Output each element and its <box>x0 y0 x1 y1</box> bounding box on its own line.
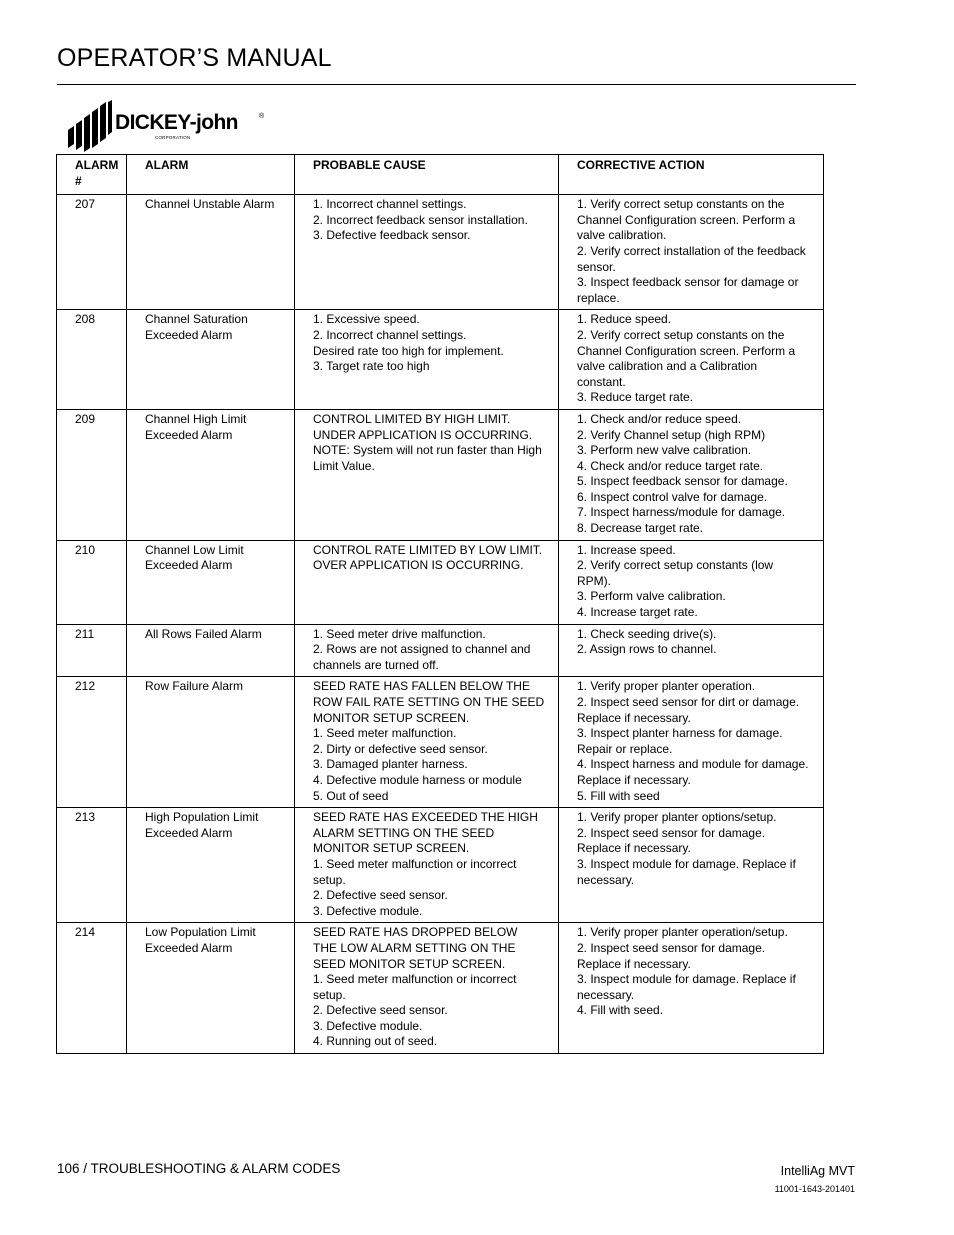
corrective-action-line: valve calibration. <box>577 228 667 243</box>
alarm-name-line: Row Failure Alarm <box>145 679 244 694</box>
corrective-action-line: 4. Increase target rate. <box>577 605 698 620</box>
alarm-name-cell <box>127 195 295 310</box>
alarm-name-line: Exceeded Alarm <box>145 825 233 840</box>
probable-cause-line: 1. Incorrect channel settings. <box>313 197 467 212</box>
corrective-action-line: Channel Configuration screen. Perform a <box>577 212 796 227</box>
probable-cause-line: 2. Rows are not assigned to channel and <box>313 642 531 657</box>
probable-cause-line: 3. Defective feedback sensor. <box>313 228 471 243</box>
alarm-name-cell <box>127 310 295 410</box>
alarm-name-line: Channel Saturation <box>145 312 248 327</box>
corrective-action-line: 1. Increase speed. <box>577 542 676 557</box>
probable-cause-cell <box>295 310 559 410</box>
alarm-name-line: Exceeded Alarm <box>145 327 233 342</box>
corrective-action-cell <box>559 195 824 310</box>
alarm-name-cell <box>127 923 295 1054</box>
table-row <box>57 677 824 808</box>
corrective-action-cell <box>559 409 824 540</box>
probable-cause-cell <box>295 808 559 923</box>
table-row <box>57 195 824 310</box>
alarm-name-cell <box>127 677 295 808</box>
alarm-name-cell <box>127 808 295 923</box>
probable-cause-line: NOTE: System will not run faster than High <box>313 443 542 458</box>
probable-cause-line: UNDER APPLICATION IS OCCURRING. <box>313 427 533 442</box>
corrective-action-line: 3. Inspect module for damage. Replace if <box>577 972 796 987</box>
page-title: OPERATOR’S MANUAL <box>57 44 332 72</box>
table-row <box>57 310 824 410</box>
probable-cause-line: SEED RATE HAS DROPPED BELOW <box>313 925 518 940</box>
header-alarm-number: ALARM # <box>57 155 127 195</box>
corrective-action-line: valve calibration and a Calibration <box>577 359 758 374</box>
probable-cause-line: THE LOW ALARM SETTING ON THE <box>313 940 516 955</box>
probable-cause-cell <box>295 409 559 540</box>
alarm-number-cell: 211 <box>57 624 127 677</box>
probable-cause-line: SEED MONITOR SETUP SCREEN. <box>313 956 506 971</box>
probable-cause-line: MONITOR SETUP SCREEN. <box>313 710 470 725</box>
probable-cause-line: 3. Defective module. <box>313 1018 423 1033</box>
corrective-action-line: 3. Perform valve calibration. <box>577 589 726 604</box>
alarm-number-cell: 209 <box>57 409 127 540</box>
probable-cause-line: 3. Defective module. <box>313 903 423 918</box>
logo-corporation: CORPORATION <box>155 135 191 140</box>
header-rule <box>57 84 856 85</box>
alarm-number-cell: 212 <box>57 677 127 808</box>
corrective-action-line: 2. Inspect seed sensor for damage. <box>577 825 766 840</box>
corrective-action-line: 1. Check and/or reduce speed. <box>577 411 742 426</box>
corrective-action-line: 3. Inspect feedback sensor for damage or <box>577 275 799 290</box>
corrective-action-line: 6. Inspect control valve for damage. <box>577 489 768 504</box>
logo-wordmark: DICKEY-john <box>115 111 238 134</box>
table-row <box>57 923 824 1054</box>
probable-cause-line: 2. Defective seed sensor. <box>313 888 448 903</box>
corrective-action-line: Replace if necessary. <box>577 772 691 787</box>
alarm-name-line: Channel Low Limit <box>145 542 244 557</box>
corrective-action-line: 5. Inspect feedback sensor for damage. <box>577 474 788 489</box>
corrective-action-line: Replace if necessary. <box>577 956 691 971</box>
corrective-action-line: 3. Inspect planter harness for damage. <box>577 726 783 741</box>
probable-cause-line: CONTROL RATE LIMITED BY LOW LIMIT. <box>313 542 543 557</box>
probable-cause-line: SEED RATE HAS EXCEEDED THE HIGH <box>313 810 538 825</box>
probable-cause-line: 4. Running out of seed. <box>313 1034 438 1049</box>
probable-cause-cell <box>295 195 559 310</box>
corrective-action-line: 7. Inspect harness/module for damage. <box>577 505 786 520</box>
corrective-action-cell <box>559 540 824 624</box>
probable-cause-line: setup. <box>313 872 346 887</box>
alarm-name-line: Low Population Limit <box>145 925 256 940</box>
table-body <box>57 195 824 1054</box>
corrective-action-line: necessary. <box>577 987 635 1002</box>
alarm-name-line: Exceeded Alarm <box>145 558 233 573</box>
corrective-action-line: Repair or replace. <box>577 741 673 756</box>
alarm-name-line: Exceeded Alarm <box>145 427 233 442</box>
header-corrective-action: CORRECTIVE ACTION <box>559 155 824 195</box>
probable-cause-line: CONTROL LIMITED BY HIGH LIMIT. <box>313 411 511 426</box>
table-row <box>57 409 824 540</box>
corrective-action-line: 4. Check and/or reduce target rate. <box>577 458 764 473</box>
corrective-action-line: 2. Inspect seed sensor for dirt or damage. <box>577 695 800 709</box>
corrective-action-line: 1. Verify proper planter operation/setup. <box>577 925 788 940</box>
probable-cause-line: 2. Incorrect channel settings. <box>313 327 467 342</box>
probable-cause-line: 1. Seed meter malfunction or incorrect <box>313 856 517 871</box>
table-header-row <box>57 155 824 195</box>
corrective-action-line: 3. Reduce target rate. <box>577 390 694 405</box>
corrective-action-line: Channel Configuration screen. Perform a <box>577 343 796 358</box>
header-probable-cause: PROBABLE CAUSE <box>295 155 559 195</box>
alarm-name-cell <box>127 540 295 624</box>
alarm-name-cell <box>127 624 295 677</box>
corrective-action-line: 2. Verify Channel setup (high RPM) <box>577 427 766 442</box>
alarm-name-cell <box>127 409 295 540</box>
corrective-action-line: 4. Inspect harness and module for damage. <box>577 757 809 772</box>
probable-cause-line: channels are turned off. <box>313 657 439 672</box>
alarm-name-line: Channel High Limit <box>145 411 247 426</box>
corrective-action-line: 2. Verify correct installation of the feedback <box>577 243 806 258</box>
probable-cause-line: 2. Dirty or defective seed sensor. <box>313 741 488 756</box>
alarm-number-cell: 213 <box>57 808 127 923</box>
footer-product-name: IntelliAg MVT <box>780 1164 855 1178</box>
probable-cause-line: 1. Seed meter drive malfunction. <box>313 626 486 641</box>
table-row <box>57 808 824 923</box>
corrective-action-line: 3. Inspect module for damage. Replace if <box>577 856 796 871</box>
corrective-action-line: 2. Verify correct setup constants (low <box>577 558 774 573</box>
probable-cause-line: 1. Seed meter malfunction or incorrect <box>313 972 517 987</box>
alarm-name-line: All Rows Failed Alarm <box>145 626 262 641</box>
corrective-action-line: 1. Verify correct setup constants on the <box>577 197 785 212</box>
corrective-action-line: 1. Verify proper planter options/setup. <box>577 810 777 825</box>
table-row <box>57 624 824 677</box>
probable-cause-cell <box>295 624 559 677</box>
alarm-number-cell: 208 <box>57 310 127 410</box>
corrective-action-line: 1. Verify proper planter operation. <box>577 679 756 694</box>
dickey-john-logo <box>66 100 276 152</box>
probable-cause-line: Desired rate too high for implement. <box>313 343 504 358</box>
alarm-name-line: Channel Unstable Alarm <box>145 197 275 212</box>
corrective-action-line: replace. <box>577 290 620 305</box>
corrective-action-cell <box>559 808 824 923</box>
logo-registered-mark: ® <box>259 113 265 120</box>
corrective-action-line: RPM). <box>577 573 611 588</box>
footer-document-number: 11001-1643-201401 <box>774 1184 855 1194</box>
corrective-action-line: 2. Verify correct setup constants on the <box>577 327 785 342</box>
probable-cause-line: ALARM SETTING ON THE SEED <box>313 825 495 840</box>
corrective-action-line: Replace if necessary. <box>577 710 691 725</box>
table-row <box>57 540 824 624</box>
probable-cause-line: MONITOR SETUP SCREEN. <box>313 841 470 856</box>
probable-cause-line: 3. Damaged planter harness. <box>313 757 468 772</box>
corrective-action-line: necessary. <box>577 872 635 887</box>
corrective-action-line: constant. <box>577 374 626 389</box>
probable-cause-line: 1. Excessive speed. <box>313 312 420 327</box>
corrective-action-line: 5. Fill with seed <box>577 788 660 803</box>
alarm-name-line: High Population Limit <box>145 810 259 825</box>
probable-cause-cell <box>295 540 559 624</box>
corrective-action-line: 2. Inspect seed sensor for damage. <box>577 940 766 955</box>
probable-cause-line: OVER APPLICATION IS OCCURRING. <box>313 558 524 573</box>
probable-cause-line: 3. Target rate too high <box>313 359 430 374</box>
corrective-action-cell <box>559 310 824 410</box>
probable-cause-line: setup. <box>313 987 346 1002</box>
probable-cause-line: 1. Seed meter malfunction. <box>313 726 457 741</box>
corrective-action-line: 4. Fill with seed. <box>577 1003 664 1018</box>
probable-cause-line: SEED RATE HAS FALLEN BELOW THE <box>313 679 530 694</box>
probable-cause-line: 4. Defective module harness or module <box>313 772 522 787</box>
alarm-number-cell: 214 <box>57 923 127 1054</box>
header-alarm: ALARM <box>127 155 295 195</box>
probable-cause-line: 2. Incorrect feedback sensor installation. <box>313 212 528 227</box>
footer-page-section: 106 / TROUBLESHOOTING & ALARM CODES <box>57 1161 341 1176</box>
corrective-action-cell <box>559 624 824 677</box>
corrective-action-line: 3. Perform new valve calibration. <box>577 443 752 458</box>
alarm-codes-table <box>56 154 824 1054</box>
probable-cause-cell <box>295 923 559 1054</box>
corrective-action-line: sensor. <box>577 259 616 274</box>
probable-cause-line: 2. Defective seed sensor. <box>313 1003 448 1018</box>
corrective-action-line: Replace if necessary. <box>577 841 691 856</box>
probable-cause-line: ROW FAIL RATE SETTING ON THE SEED <box>313 695 545 709</box>
corrective-action-line: 8. Decrease target rate. <box>577 521 704 536</box>
corrective-action-line: 2. Assign rows to channel. <box>577 642 717 657</box>
alarm-number-cell: 207 <box>57 195 127 310</box>
probable-cause-line: 5. Out of seed <box>313 788 389 803</box>
corrective-action-cell <box>559 923 824 1054</box>
alarm-name-line: Exceeded Alarm <box>145 940 233 955</box>
alarm-number-cell: 210 <box>57 540 127 624</box>
probable-cause-line: Limit Value. <box>313 458 375 473</box>
corrective-action-line: 1. Check seeding drive(s). <box>577 626 717 641</box>
corrective-action-cell <box>559 677 824 808</box>
logo-emblem-icon <box>66 100 112 152</box>
probable-cause-cell <box>295 677 559 808</box>
corrective-action-line: 1. Reduce speed. <box>577 312 672 327</box>
